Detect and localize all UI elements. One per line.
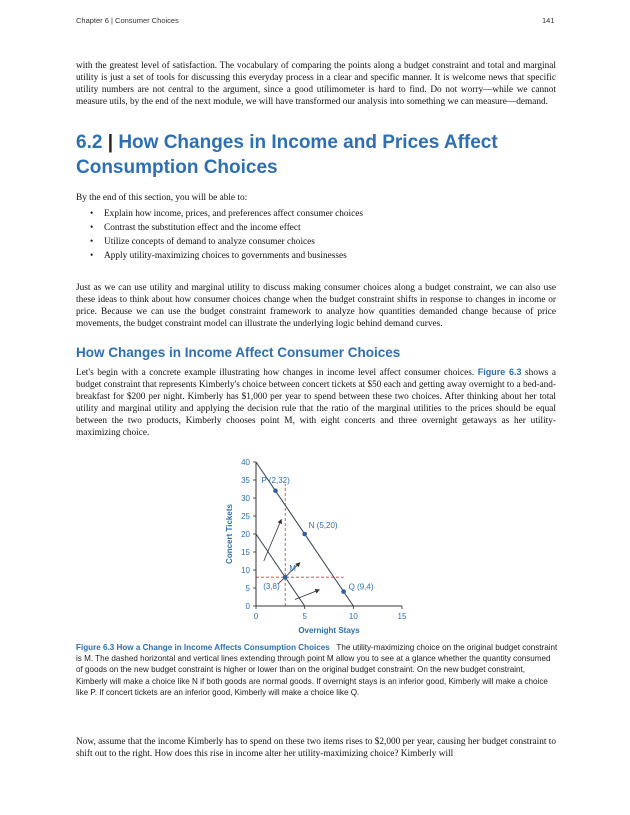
intro-paragraph: with the greatest level of satisfaction. The vocabulary of comparing the points along a budget constraint and total and marginal utility is just a set of tools for discussing this everyday process in a clear and specific manner. It is welcome news that specific utility numbers are not central to the argument, since a good utilimometer is hard to find. Do not worry—while we cannot measure utils, by the end of the next module, we will have transformed our analysis into something we can measure—demand.: [76, 61, 556, 108]
section-number: 6.2: [76, 132, 103, 153]
original-budget-line: [256, 534, 305, 606]
point-label-n: N (5,20): [308, 521, 338, 530]
objective-item: • Explain how income, prices, and preferences affect consumer choices: [90, 209, 363, 220]
y-tick-label: 15: [241, 548, 250, 557]
objective-item: • Apply utility-maximizing choices to governments and businesses: [90, 251, 347, 262]
objectives: [76, 192, 556, 263]
figure-caption-label: Figure 6.3 How a Change in Income Affects Consumption Choices: [76, 643, 330, 652]
y-tick-label: 25: [241, 512, 250, 521]
point-p: [273, 489, 278, 494]
point-n: [302, 532, 307, 537]
subsection-heading: How Changes in Income Affect Consumer Choices: [76, 345, 401, 360]
page-number: 141: [542, 16, 555, 25]
y-tick-label: 35: [241, 476, 250, 485]
objectives-intro: By the end of this section, you will be able to:: [76, 193, 248, 203]
x-tick-label: 0: [253, 612, 259, 621]
point-label-m: M: [289, 564, 296, 574]
y-tick-label: 20: [241, 530, 250, 539]
running-header-chapter: Chapter 6 | Consumer Choices: [76, 16, 179, 25]
paragraph-kimberly-example: Let's begin with a concrete example illustrating how changes in income level affect consumer choices. Figure 6.3 shows a budget constraint that represents Kimberly's choice between concert tickets at $50 each and getting away overnight to a bed-and-breakfast for $200 per night. Kimberly has $1,000 per year to spend between these two choices. After thinking about her total utility and marginal utility and applying the decision rule that the ratio of the marginal utilities to the prices should be equal between the two products, Kimberly chooses point M, with eight concerts and three overnight getaways as her utility-maximizing choice.: [76, 367, 556, 439]
y-tick-label: 10: [241, 566, 250, 575]
y-tick-label: 0: [245, 602, 250, 611]
figure-caption-text: The utility-maximizing choice on the original budget constraint is M. The dashed horizontal and vertical lines extending through point M allow you to see at a glance whether the quantity consumed of goods on the new budget constraint is higher or lower than on the original budget constraint. On the new budget constraint, Kimberly will make a choice like N if both goods are normal goods. If overnight stays is an inferior good, Kimberly will make a choice like P. If concert tickets are an inferior good, Kimberly will make a choice like Q.: [76, 643, 558, 697]
y-tick-label: 40: [241, 458, 250, 467]
objective-item: • Utilize concepts of demand to analyze consumer choices: [90, 237, 315, 248]
paragraph-income-rise: Now, assume that the income Kimberly has to spend on these two items rises to $2,000 per year, causing her budget constraint to shift out to the right. How does this rise in income alter her utility-maximizing choice? Kimberly will: [76, 737, 556, 760]
point-label-q: Q (9,4): [348, 582, 374, 592]
point-label-p: P (2,32): [261, 475, 290, 485]
x-tick-label: 10: [348, 612, 358, 621]
paragraph-budget-shift: Just as we can use utility and marginal utility to discuss making consumer choices along a budget constraint, we can also use these ideas to think about how consumer choices change when the budget constraint shifts in response to changes in income or price. Because we can use the budget constraint framework to analyze how quantities demanded change because of price movements, the budget constraint model can illustrate the underlying logic behind demand curves.: [76, 283, 556, 330]
x-tick-label: 5: [302, 612, 307, 621]
y-tick-label: 5: [245, 584, 250, 593]
figure-reference-link[interactable]: Figure 6.3: [477, 367, 522, 377]
y-tick-label: 30: [241, 494, 250, 503]
budget-constraint-chart: [210, 450, 420, 640]
figure-caption: [76, 642, 558, 698]
point-coord-label-m: (3,8): [263, 582, 280, 592]
point-m: [283, 575, 288, 580]
shift-arrow: [295, 590, 319, 600]
shift-arrow: [264, 520, 282, 561]
x-tick-label: 15: [397, 612, 407, 621]
point-q: [341, 589, 346, 594]
section-heading: [76, 130, 546, 180]
y-axis-title: Concert Tickets: [225, 504, 234, 564]
objective-item: • Contrast the substitution effect and the income effect: [90, 223, 301, 234]
section-title: How Changes in Income and Prices Affect Consumption Choices: [76, 132, 498, 178]
objectives-list: [76, 207, 556, 263]
section-separator: |: [107, 132, 114, 153]
x-axis-title: Overnight Stays: [298, 626, 360, 635]
